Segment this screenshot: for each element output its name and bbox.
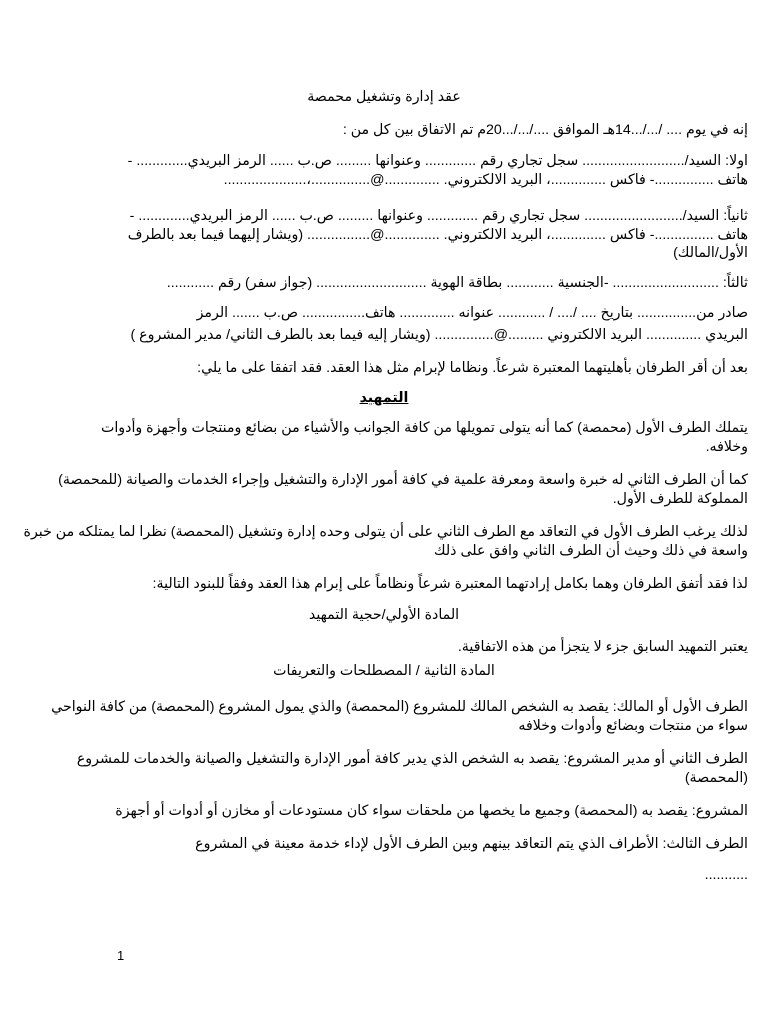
party3-line3: البريدي .............. البريد الالكتروني .........@............... (ويشار إليه فيما بعد بالطرف الثاني/ مدير المشروع ) [130, 327, 748, 343]
party1-line1: اولا: السيد/.......................... سجل تجاري رقم ............. وعنوانها ......... ص.ب ...... الرمز البريدي............. - [127, 153, 748, 169]
article2-title: المادة الثانية / المصطلحات والتعريفات [273, 663, 495, 679]
definition2-line1: الطرف الثاني أو مدير المشروع: يقصد به الشخص الذي يدير كافة أمور الإدارة والتشغيل والصيانة والخدمات للمشروع [76, 751, 748, 767]
heading-preamble: التمهيد [359, 390, 409, 406]
document-title: عقد إدارة وتشغيل محمصة [307, 89, 461, 105]
paragraph3-line2: واسعة في ذلك وحيث أن الطرف الثاني وافق على ذلك [433, 543, 748, 559]
paragraph1-line2: وخلافه. [705, 439, 748, 455]
article1-title: المادة الأولي/حجية التمهيد [308, 607, 460, 623]
paragraph4: لذا فقد أتفق الطرفان وهما بكامل إرادتهما المعتبرة شرعاً ونظاماً على إبرام هذا العقد وفقاً للبنود التالية: [152, 576, 748, 592]
party2-line2: هاتف ...............- فاكس ..............، البريد الالكتروني. ..............@................ (ويشار إليهما فيما بعد بالطرف [127, 227, 748, 243]
definition1-line2: سواء من منتجات وبضائع وأدوات وخلافه [518, 718, 748, 734]
party3-line2: صادر من............... بتاريخ .... /.... / ............ عنوانه .............. هاتف................ ص.ب ....... الرمز [196, 305, 748, 321]
trailing-dots: ........... [704, 867, 748, 883]
page-number: 1 [117, 948, 125, 963]
party2-line1: ثانياً: السيد/......................... سجل تجاري رقم ............. وعنوانها ......... ص.ب ...... الرمز البريدي............. - [129, 208, 748, 224]
paragraph1-line1: يتملك الطرف الأول (محمصة) كما أنه يتولى تمويلها من كافة الجوانب والأشياء من بضائع ومنتجات وأجهزة وأدوات [100, 420, 748, 436]
definition2-line2: (المحمصة) [684, 770, 748, 786]
party3-line1: ثالثاً: ........................... -الجنسية ............ بطاقة الهوية ............................ (جواز سفر) رقم ............ [166, 275, 748, 291]
definition4: الطرف الثالث: الأطراف الذي يتم التعاقد بينهم وبين الطرف الأول لإداء خدمة معينة في المشروع [195, 836, 748, 852]
party2-line3: الأول/المالك) [673, 245, 748, 261]
paragraph2-line2: المملوكة للطرف الأول. [612, 491, 748, 507]
article1-text: يعتبر التمهيد السابق جزء لا يتجزأ من هذه الاتفاقية. [457, 639, 748, 655]
definition3: المشروع: يقصد به (المحمصة) وجميع ما يخصها من ملحقات سواء كان مستودعات أو مخازن أو أدوات أو أجهزة [115, 803, 748, 819]
definition1-line1: الطرف الأول أو المالك: يقصد به الشخص المالك للمشروع (المحمصة) والذي يمول المشروع (المحمصة) من كافة النواحي [51, 699, 748, 715]
intro-line: إنه في يوم .... /.../...14هـ الموافق ..../.../...20م تم الاتفاق بين كل من : [342, 122, 748, 138]
party1-line2: هاتف ...............- فاكس ..............، البريد الالكتروني. ..............@...............،..................... [223, 172, 748, 188]
paragraph3-line1: لذلك يرغب الطرف الأول في التعاقد مع الطرف الثاني على أن يتولى وحده إدارة وتشغيل (المحمصة) نظرا لما يمتلكه من خبرة [23, 524, 748, 540]
paragraph2-line1: كما أن الطرف الثاني له خبرة واسعة ومعرفة علمية في كافة أمور الإدارة والتشغيل وإجراء الخدمات والصيانة (للمحمصة) [58, 472, 748, 488]
preamble-line: بعد أن أقر الطرفان بأهليتهما المعتبرة شرعاً. ونظاما لإبرام مثل هذا العقد. فقد اتفقا على ما يلي: [197, 360, 748, 376]
